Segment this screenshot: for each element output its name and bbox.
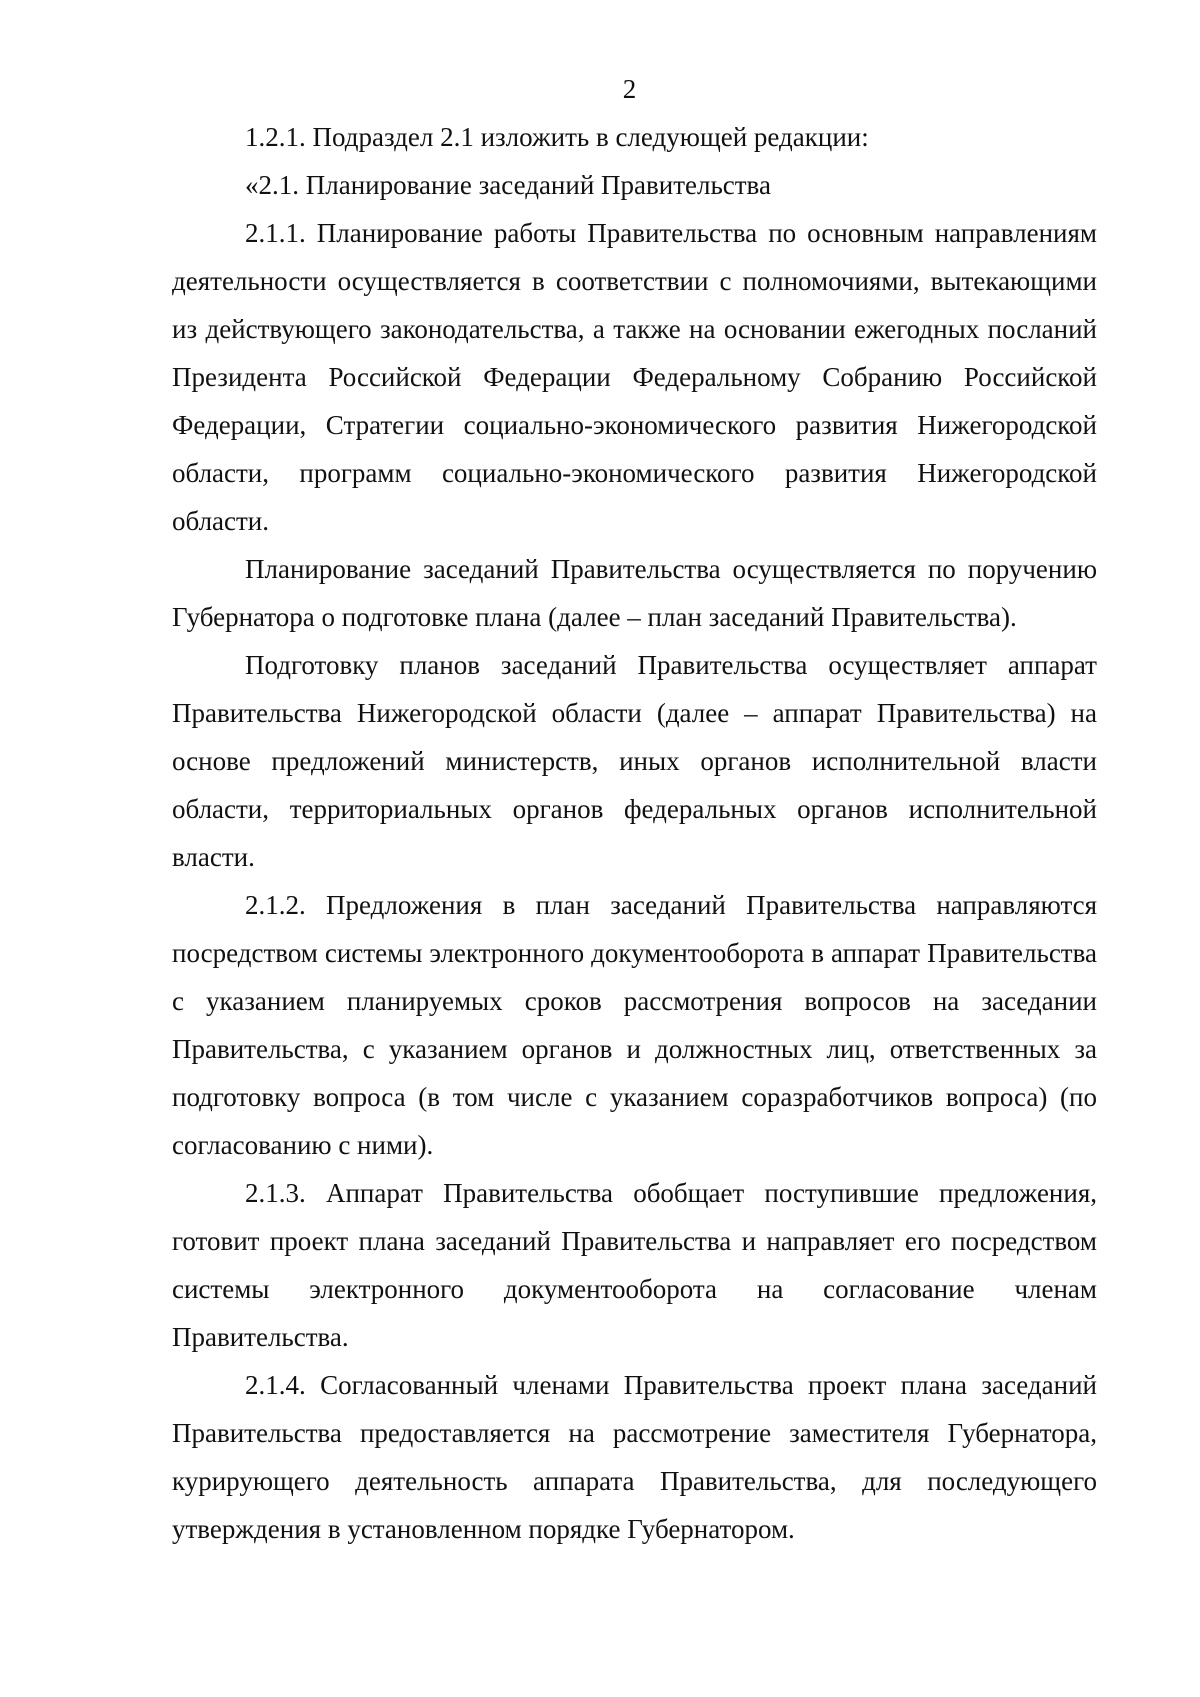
paragraph-1-2-1: 1.2.1. Подраздел 2.1 изложить в следующей редакции: (245, 122, 869, 152)
document-body (172, 113, 1097, 1553)
paragraph-planning-meetings: Планирование заседаний Правительства осуществляется по поручению Губернатора о подготовке плана (далее – план заседаний Правительства). (172, 554, 1097, 632)
page-number: 2 (622, 74, 637, 104)
paragraph-2-1-3: 2.1.3. Аппарат Правительства обобщает поступившие предложения, готовит проект плана заседаний Правительства и направляет его посредством системы электронного документооборота на согласование членам Правительства. (172, 1178, 1097, 1352)
paragraph-2-1-4: 2.1.4. Согласованный членами Правительства проект плана заседаний Правительства предоставляется на рассмотрение заместителя Губернатора, курирующего деятельность аппарата Правительства, для последующего утверждения в установленном порядке Губернатором. (172, 1370, 1097, 1544)
paragraph-2-1-2: 2.1.2. Предложения в план заседаний Правительства направляются посредством системы электронного документооборота в аппарат Правительства с указанием планируемых сроков рассмотрения вопросов на заседании Правительства, с указанием органов и должностных лиц, ответственных за подготовку вопроса (в том числе с указанием соразработчиков вопроса) (по согласованию с ними). (172, 890, 1097, 1160)
paragraph-2-1-1: 2.1.1. Планирование работы Правительства по основным направлениям деятельности осуществляется в соответствии с полномочиями, вытекающими из действующего законодательства, а также на основании ежегодных посланий Президента Российской Федерации Федеральному Собранию Российской Федерации, Стратегии социально-экономического развития Нижегородской области, программ социально-экономического развития Нижегородской области. (172, 218, 1097, 536)
section-heading-2-1: «2.1. Планирование заседаний Правительства (245, 170, 771, 200)
paragraph-plan-preparation: Подготовку планов заседаний Правительства осуществляет аппарат Правительства Нижегородской области (далее – аппарат Правительства) на основе предложений министерств, иных органов исполнительной власти области, территориальных органов федеральных органов исполнительной власти. (172, 650, 1097, 872)
